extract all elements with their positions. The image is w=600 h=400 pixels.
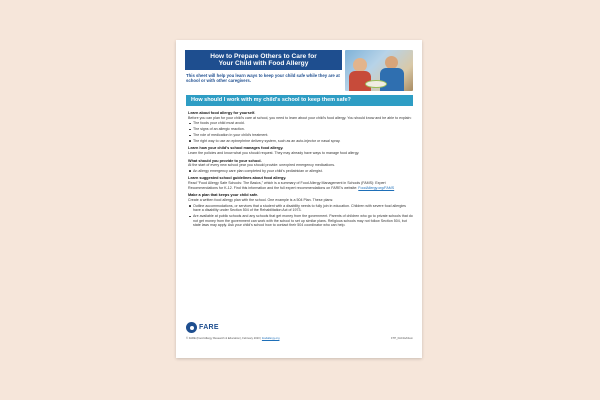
bullet-list	[188, 204, 413, 228]
section-heading: Learn suggested school guidelines about food allergy.	[188, 176, 287, 181]
section-text: At the start of every new school year you should provide: unexpired emergency medications.	[188, 163, 336, 168]
footer-left: © FARE (Food Allergy Research & Education), February 2023 | foodallergy.org	[186, 337, 280, 340]
intro-text: This sheet will help you learn ways to keep your child safe while they are at school or with other caregivers.	[186, 73, 340, 84]
list-item: An allergy emergency care plan completed by your child's pediatrician or allergist.	[188, 169, 413, 174]
bullet-list	[188, 169, 413, 174]
fare-logo	[186, 322, 219, 333]
section-heading: Learn about food allergy for yourself.	[188, 111, 256, 115]
section-heading: Learn how your child's school manages food allergy.	[188, 146, 284, 151]
section-heading: Make a plan that keeps your child safe.	[188, 193, 259, 198]
list-item: The signs of an allergic reaction.	[188, 127, 413, 132]
bullet-list	[188, 121, 413, 143]
content	[188, 111, 413, 228]
logo-text: FARE	[199, 324, 219, 331]
page-title-line1: How to Prepare Others to Care for	[210, 52, 317, 60]
children-eating-photo	[345, 50, 413, 91]
footer	[186, 337, 413, 340]
section-text: Learn the policies and know what you should request. They may already have ways to manage food allergy.	[188, 150, 360, 155]
section-heading: What should you provide to your school.	[188, 158, 262, 163]
section-text: Create a written food allergy plan with the school. One example is a 504 Plan. These plans:	[188, 197, 334, 202]
list-item: The foods your child must avoid.	[188, 121, 413, 126]
document-page	[176, 40, 422, 358]
list-item: The role of medication in your child's treatment.	[188, 133, 413, 138]
title-box	[185, 50, 342, 70]
list-item: Are available at public schools and any schools that get money from the government. Parents of children who go to private schools that do not get money from the government can work with the school to set up similar plans. Religious schools may not follow Section 504, but state laws may apply. Ask your child's school how to contact their 504 coordinator who can help.	[188, 214, 413, 228]
section-bar: How should I work with my child's school to keep them safe?	[186, 95, 413, 106]
page-title-line2: Your Child with Food Allergy	[218, 60, 309, 68]
list-item: The right way to use an epinephrine delivery system, such as an auto-injector or nasal spray.	[188, 139, 413, 144]
section-text: Read "Food Allergy Safe Schools: The Basics," which is a summary of Food Allergy Management in Schools (FAMS): Expert Recommendations for K-12. Find this information and the full expert recommendations on FARE's website: FoodAllergy.org/FAMS	[188, 181, 395, 190]
list-item: Outline accommodations, or services that a student with a disability needs to fully join in education. Children with severe food allergies have a disability under Section 504 of the Rehabilitation Act of 1973.	[188, 204, 413, 213]
fams-link[interactable]: FoodAllergy.org/FAMS	[358, 185, 395, 190]
footer-link[interactable]: foodallergy.org	[261, 337, 280, 340]
section-text: Before you can plan for your child's care at school, you need to learn about your child's food allergy. You should know and be able to explain:	[188, 115, 412, 120]
footer-code: FTP_FACtGASum	[391, 337, 413, 340]
fare-logo-icon	[186, 322, 197, 333]
